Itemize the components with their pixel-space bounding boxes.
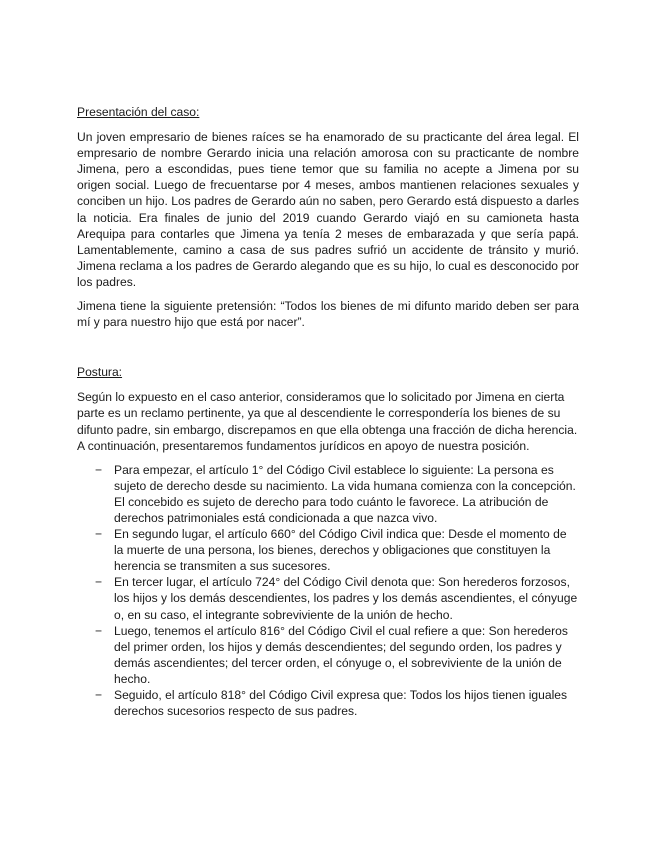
list-item (77, 574, 579, 622)
claim-paragraph: Jimena tiene la siguiente pretensión: “Todos los bienes de mi difunto marido deben ser para mí y para nuestro hijo que está por nacer”. (77, 299, 579, 330)
position-intro-paragraph: Según lo expuesto en el caso anterior, consideramos que lo solicitado por Jimena en cierta parte es un reclamo pertinente, ya que al descendiente le correspondería los bienes de su difunto padre, sin embargo, discrepamos en que ella obtenga una fracción de dicha herencia. A continuación, presentaremos fundamentos jurídicos en apoyo de nuestra posición. (77, 390, 578, 453)
list-item-text: En segundo lugar, el artículo 660° del Código Civil indica que: Desde el momento de la muerte de una persona, los bienes, derechos y obligaciones que constituyen la herencia se transmiten a sus sucesores. (114, 527, 567, 574)
list-item (77, 623, 579, 687)
list-item-text: Para empezar, el artículo 1° del Código Civil establece lo siguiente: La persona es sujeto de derecho desde su nacimiento. La vida humana comienza con la concepción. El concebido es sujeto de derecho para todo cuánto le favorece. La atribución de derechos patrimoniales está condicionada a que nazca vivo. (114, 462, 576, 525)
list-item-text: Seguido, el artículo 818° del Código Civil expresa que: Todos los hijos tienen iguales derechos sucesorios respecto de sus padres. (114, 688, 568, 719)
list-item-text: Luego, tenemos el artículo 816° del Código Civil el cual refiere a que: Son herederos del primer orden, los hijos y demás descendientes; del segundo orden, los padres y demás ascendientes; del tercer orden, el cónyuge o, el sobreviviente de la unión de hecho. (114, 623, 568, 686)
dash-bullet-icon: − (95, 575, 103, 590)
dash-bullet-icon: − (95, 623, 103, 638)
list-item-text: En tercer lugar, el artículo 724° del Código Civil denota que: Son herederos forzosos, los hijos y los demás descendientes, los padres y los demás ascendientes, el cónyuge o, en su caso, el integrante sobreviviente de la unión de hecho. (114, 575, 578, 622)
legal-arguments-list (77, 462, 579, 720)
section-heading-postura: Postura: (77, 365, 123, 380)
section-heading-presentacion: Presentación del caso: (77, 105, 200, 119)
case-description-paragraph: Un joven empresario de bienes raíces se ha enamorado de su practicante del área legal. El empresario de nombre Gerardo inicia una relación amorosa con su practicante de nombre Jimena, pero a escondidas, pues tiene temor que su familia no acepte a Jimena por su origen social. Luego de frecuentarse por 4 meses, ambos mantienen relaciones sexuales y conciben un hijo. Los padres de Gerardo aún no saben, pero Gerardo está dispuesto a darles la noticia. Era finales de junio del 2019 cuando Gerardo viajó en su camioneta hasta Arequipa para contarles que Jimena ya tenía 2 meses de embarazada y que sería papá. Lamentablemente, camino a casa de sus padres sufrió un accidente de tránsito y murió. Jimena reclama a los padres de Gerardo alegando que es su hijo, lo cual es desconocido por los padres. (77, 130, 579, 289)
dash-bullet-icon: − (95, 527, 103, 542)
dash-bullet-icon: − (95, 688, 103, 702)
list-item (77, 687, 579, 719)
document-page (77, 104, 579, 719)
list-item (77, 462, 579, 526)
list-item (77, 526, 579, 574)
dash-bullet-icon: − (95, 462, 103, 477)
section-spacer (77, 338, 579, 364)
